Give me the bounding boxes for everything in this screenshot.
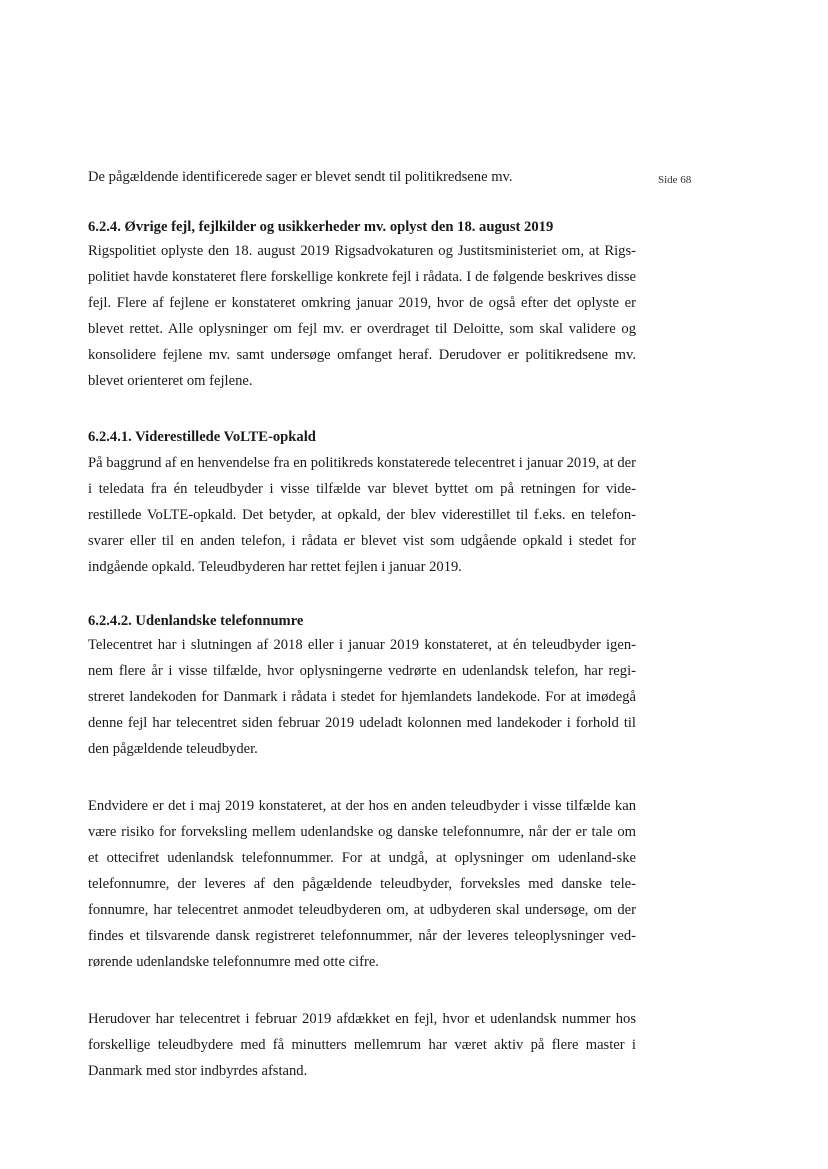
intro-paragraph: De pågældende identificerede sager er blevet sendt til politikredsene mv. — [88, 169, 513, 185]
section-heading-6-2-4-2: 6.2.4.2. Udenlandske telefonnumre — [88, 613, 304, 629]
section-paragraph-6-2-4: Rigspolitiet oplyste den 18. august 2019 Rigsadvokaturen og Justitsministeriet om, at Rigs-politiet havde konstateret flere forskellige konkrete fejl i rådata. I de følgende beskrives disse fejl. Flere af fejlene er konstateret omkring januar 2019, hvor de også efter det oplyste er blevet rettet. Alle oplysninger om fejl mv. er overdraget til Deloitte, som skal validere og konsolidere fejlene mv. samt undersøge omfanget heraf. Derudover er politikredsene mv. blevet orienteret om fejlene. — [88, 243, 636, 389]
section-paragraph-6-2-4-2-b: Endvidere er det i maj 2019 konstateret, at der hos en anden teleudbyder i visse tilfælde kan være risiko for forveksling mellem udenlandske og danske telefonnumre, når der er tale om et ottecifret udenlandsk telefonnummer. For at undgå, at oplysninger om udenland-ske telefonnumre, der leveres af den pågældende teleudbyder, forveksles med danske tele-fonnumre, har telecentret anmodet teleudbyderen om, at udbyderen skal undersøge, om der findes et tilsvarende dansk registreret telefonnummer, når der leveres teleoplysninger ved-rørende udenlandske telefonnumre med otte cifre. — [88, 798, 636, 970]
section-heading-6-2-4-1: 6.2.4.1. Viderestillede VoLTE-opkald — [88, 429, 316, 445]
section-paragraph-6-2-4-1: På baggrund af en henvendelse fra en politikreds konstaterede telecentret i januar 2019, at der i teledata fra én teleudbyder i visse tilfælde var blevet byttet om på retningen for vide-restillede VoLTE-opkald. Det betyder, at opkald, der blev viderestillet til f.eks. en telefon-svarer eller til en anden telefon, i rådata er blevet vist som udgående opkald i stedet for indgående opkald. Teleudbyderen har rettet fejlen i januar 2019. — [88, 455, 636, 575]
section-paragraph-6-2-4-2-c: Herudover har telecentret i februar 2019 afdækket en fejl, hvor et udenlandsk nummer hos forskellige teleudbydere med få minutters mellemrum har været aktiv på flere master i Danmark med stor indbyrdes afstand. — [88, 1011, 636, 1079]
section-paragraph-6-2-4-2-a: Telecentret har i slutningen af 2018 eller i januar 2019 konstateret, at én teleudbyder igen-nem flere år i visse tilfælde, hvor oplysningerne vedrørte en udenlandsk telefon, har regi-streret landekoden for Danmark i rådata i stedet for hjemlandets landekode. For at imødegå denne fejl har telecentret siden februar 2019 udeladt kolonnen med landekoder i forhold til den pågældende teleudbyder. — [88, 637, 636, 757]
section-heading-6-2-4: 6.2.4. Øvrige fejl, fejlkilder og usikkerheder mv. oplyst den 18. august 2019 — [88, 219, 554, 235]
page-number: Side 68 — [658, 174, 692, 186]
